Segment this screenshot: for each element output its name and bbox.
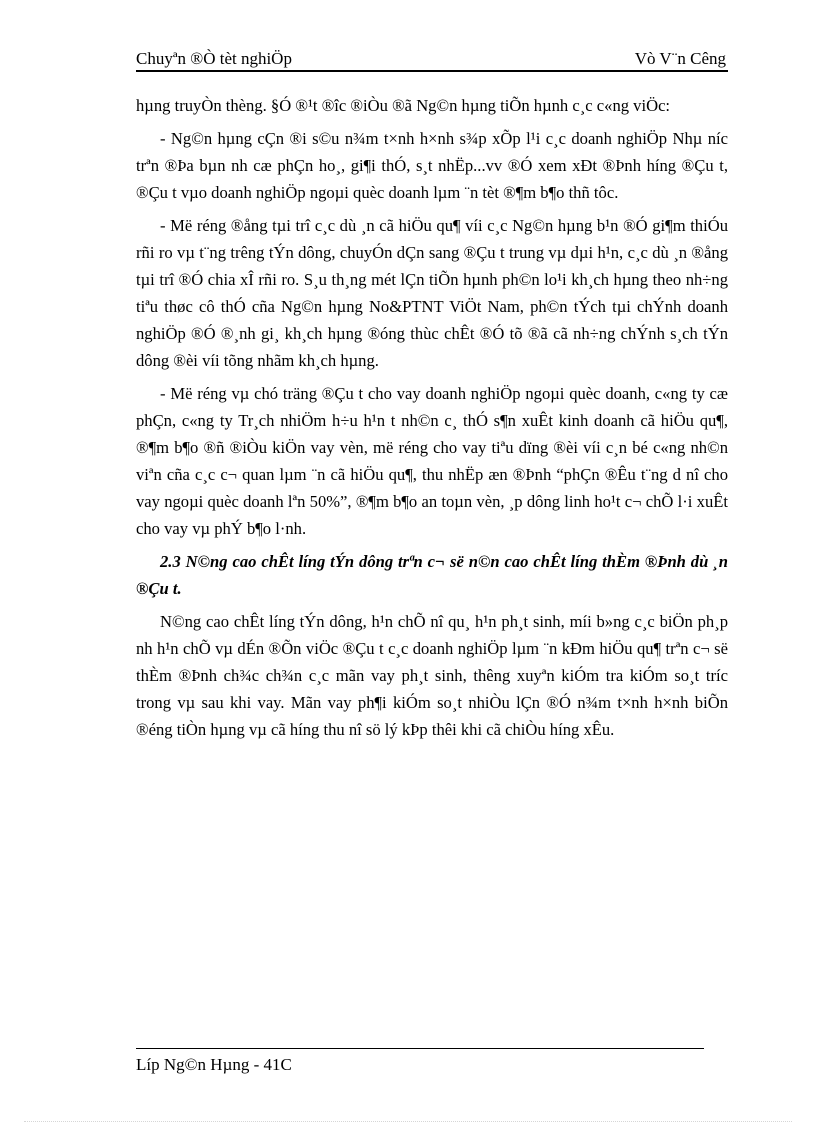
- footer-divider: [136, 1048, 704, 1049]
- bullet-paragraph-3: - Më réng vµ chó träng ®Çu t cho vay doanh nghiÖp ngoµi quèc doanh, c«ng ty cæ phÇn, c«ng ty Tr¸ch nhiÖm h÷u h¹n t nh©n c¸ thÓ s¶n xuÊt kinh doanh cã hiÖu qu¶, ®¶m b¶o ®ñ ®iÒu kiÖn vay vèn, më réng cho vay tiªu dïng ®èi víi c¸n bé c«ng nh©n viªn cña c¸c c¬ quan lµm ¨n cã hiÖu qu¶, thu nhËp æn ®Þnh “phÇn ®Êu t¨ng d nî cho vay ngoµi quèc doanh lªn 50%”, ®¶m b¶o an toµn vèn, ¸p dông linh ho¹t c¬ chÕ l·i xuÊt cho vay vµ phÝ b¶o l·nh.: [136, 384, 728, 538]
- section-heading: 2.3 N©ng cao chÊt líng tÝn dông trªn c¬ së n©n cao chÊt líng thÈm ®Þnh dù ¸n ®Çu t.: [136, 552, 728, 598]
- document-body: [136, 92, 728, 749]
- header-author: Vò V¨n Cêng: [634, 49, 726, 68]
- header-title: Chuyªn ®Ò tèt nghiÖp: [136, 49, 292, 68]
- page-edge: [24, 1121, 792, 1122]
- paragraph-continued: hµng truyÒn thèng. §Ó ®¹t ®îc ®iÒu ®ã Ng©n hµng tiÕn hµnh c¸c c«ng viÖc:: [136, 96, 671, 115]
- page-footer: Líp Ng©n Hµng - 41C: [136, 1055, 292, 1074]
- bullet-paragraph-2: - Më réng ®ång tµi trî c¸c dù ¸n cã hiÖu qu¶ víi c¸c Ng©n hµng b¹n ®Ó gi¶m thiÓu rñi ro vµ t¨ng trêng tÝn dông, chuyÓn dÇn sang ®Çu t trung vµ dµi h¹n, c¸c dù ¸n ®ång tµi trî ®Ó chia xÎ rñi ro. S¸u th¸ng mét lÇn tiÕn hµnh ph©n lo¹i kh¸ch hµng theo nh÷ng tiªu thøc cô thÓ cña Ng©n hµng No&PTNT ViÖt Nam, ph©n tÝch tµi chÝnh doanh nghiÖp ®Ó ®¸nh gi¸ kh¸ch hµng ®óng thùc chÊt ®Ó tõ ®ã cã nh÷ng chÝnh s¸ch tÝn dông ®èi víi tõng nhãm kh¸ch hµng.: [136, 216, 728, 370]
- header-divider: [136, 70, 728, 72]
- bullet-paragraph-1: - Ng©n hµng cÇn ®i s©u n¾m t×nh h×nh s¾p xÕp l¹i c¸c doanh nghiÖp Nhµ níc trªn ®Þa bµn nh cæ phÇn ho¸, gi¶i thÓ, s¸t nhËp...vv ®Ó xem xÐt ®Þnh híng ®Çu t, ®Çu t vµo doanh nghiÖp ngoµi quèc doanh lµm ¨n tèt ®¶m b¶o thñ tôc.: [136, 129, 728, 202]
- paragraph-body: N©ng cao chÊt líng tÝn dông, h¹n chÕ nî qu¸ h¹n ph¸t sinh, míi b»ng c¸c biÖn ph¸p nh h¹n chÕ vµ dÉn ®Õn viÖc ®Çu t c¸c doanh nghiÖp lµm ¨n kÐm hiÖu qu¶ trªn c¬ së thÈm ®Þnh ch¾c ch¾n c¸c mãn vay ph¸t sinh, thêng xuyªn kiÓm tra kiÓm so¸t tríc trong vµ sau khi vay. Mãn vay ph¶i kiÓm so¸t nhiÒu lÇn ®Ó n¾m t×nh h×nh biÕn ®éng tiÒn hµng vµ cã híng thu nî sö lý kÞp thêi khi cã chiÒu híng xÊu.: [136, 612, 728, 739]
